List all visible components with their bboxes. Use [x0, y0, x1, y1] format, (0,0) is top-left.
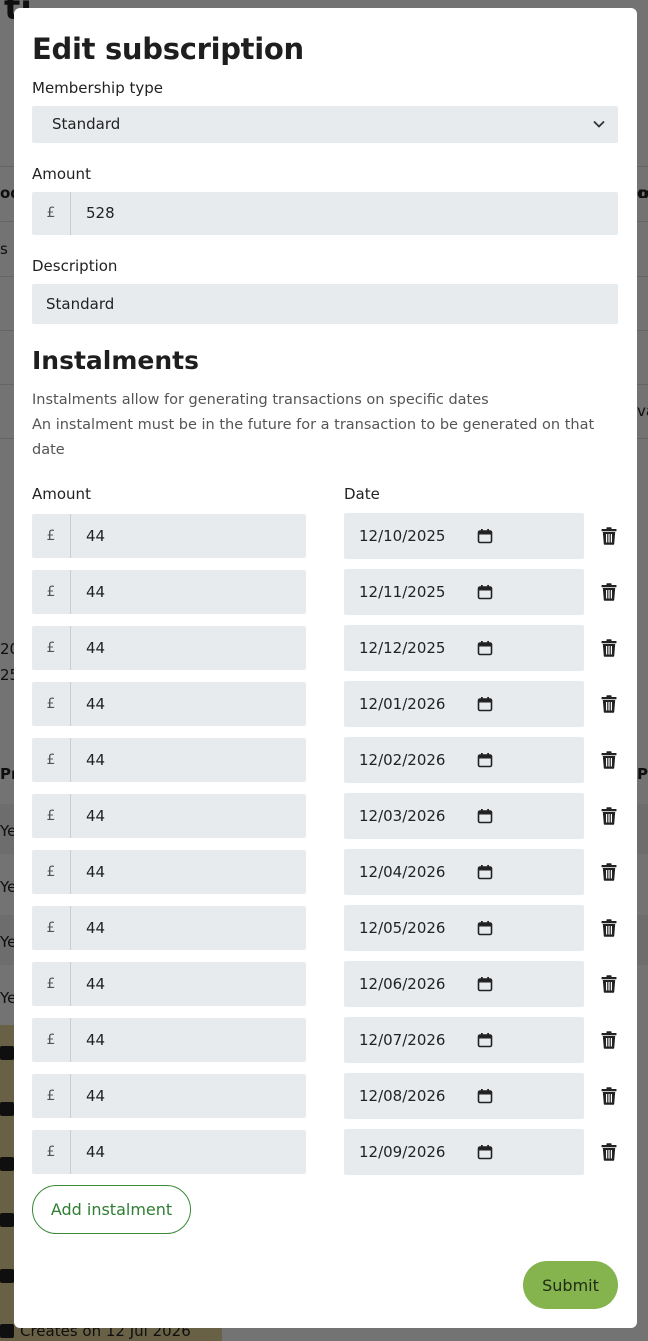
instalment-row [32, 737, 619, 783]
description-label: Description [32, 256, 118, 275]
amount-column-label: Amount [32, 484, 91, 503]
instalment-amount-input[interactable] [32, 1130, 306, 1174]
instalment-amount-input[interactable] [32, 514, 306, 558]
instalment-amount-input[interactable] [32, 682, 306, 726]
instalment-date-value: 12/01/2026 [359, 694, 446, 713]
trash-icon [601, 807, 617, 825]
trash-icon [601, 919, 617, 937]
calendar-icon[interactable] [477, 808, 493, 824]
trash-icon [601, 863, 617, 881]
calendar-icon[interactable] [477, 1144, 493, 1160]
instalment-amount-input[interactable] [32, 626, 306, 670]
instalments-header [32, 485, 619, 503]
currency-prefix: £ [32, 1074, 71, 1118]
calendar-icon[interactable] [477, 528, 493, 544]
currency-prefix: £ [32, 192, 71, 235]
instalment-row [32, 625, 619, 671]
instalment-row [32, 681, 619, 727]
delete-instalment-button[interactable] [600, 638, 618, 658]
instalment-date-input[interactable] [344, 737, 584, 783]
instalment-row [32, 1073, 619, 1119]
instalment-date-input[interactable] [344, 793, 584, 839]
currency-prefix: £ [32, 682, 71, 726]
instalment-date-input[interactable] [344, 905, 584, 951]
instalment-date-value: 12/02/2026 [359, 750, 446, 769]
date-column-label: Date [344, 484, 380, 503]
instalment-amount-input[interactable] [32, 570, 306, 614]
instalment-date-input[interactable] [344, 849, 584, 895]
trash-icon [601, 527, 617, 545]
calendar-icon[interactable] [477, 1032, 493, 1048]
submit-button[interactable]: Submit [523, 1261, 618, 1309]
help-line: An instalment must be in the future for a transaction to be generated on that date [32, 416, 595, 458]
instalment-date-value: 12/12/2025 [359, 638, 446, 657]
trash-icon [601, 639, 617, 657]
delete-instalment-button[interactable] [600, 1030, 618, 1050]
instalment-row [32, 1129, 619, 1175]
delete-instalment-button[interactable] [600, 582, 618, 602]
currency-prefix: £ [32, 738, 71, 782]
calendar-icon[interactable] [477, 640, 493, 656]
amount-label: Amount [32, 164, 91, 183]
instalment-amount-input[interactable] [32, 962, 306, 1006]
instalment-date-input[interactable] [344, 1017, 584, 1063]
instalment-amount-value: 44 [86, 806, 106, 825]
instalment-amount-input[interactable] [32, 1074, 306, 1118]
instalments-heading: Instalments [32, 345, 200, 375]
instalment-amount-value: 44 [86, 1030, 106, 1049]
instalment-amount-value: 44 [86, 862, 106, 881]
currency-prefix: £ [32, 794, 71, 838]
delete-instalment-button[interactable] [600, 1086, 618, 1106]
instalment-date-value: 12/04/2026 [359, 862, 446, 881]
instalment-amount-value: 44 [86, 1142, 106, 1161]
trash-icon [601, 695, 617, 713]
instalment-date-input[interactable] [344, 1073, 584, 1119]
instalment-date-value: 12/03/2026 [359, 806, 446, 825]
instalment-amount-value: 44 [86, 1086, 106, 1105]
instalment-date-value: 12/06/2026 [359, 974, 446, 993]
currency-prefix: £ [32, 514, 71, 558]
instalment-amount-value: 44 [86, 974, 106, 993]
trash-icon [601, 1143, 617, 1161]
instalment-row [32, 1017, 619, 1063]
calendar-icon[interactable] [477, 696, 493, 712]
instalment-date-value: 12/07/2026 [359, 1030, 446, 1049]
membership-type-value: Standard [52, 115, 121, 134]
delete-instalment-button[interactable] [600, 1142, 618, 1162]
instalment-amount-value: 44 [86, 918, 106, 937]
trash-icon [601, 1031, 617, 1049]
instalment-amount-input[interactable] [32, 850, 306, 894]
calendar-icon[interactable] [477, 920, 493, 936]
instalment-date-value: 12/10/2025 [359, 526, 446, 545]
instalment-date-value: 12/09/2026 [359, 1142, 446, 1161]
calendar-icon[interactable] [477, 864, 493, 880]
instalment-amount-value: 44 [86, 750, 106, 769]
instalment-amount-input[interactable] [32, 794, 306, 838]
calendar-icon[interactable] [477, 584, 493, 600]
amount-input[interactable] [32, 192, 618, 235]
currency-prefix: £ [32, 962, 71, 1006]
instalment-date-input[interactable] [344, 1129, 584, 1175]
instalment-amount-value: 44 [86, 638, 106, 657]
currency-prefix: £ [32, 1018, 71, 1062]
chevron-down-icon [592, 117, 606, 131]
description-input[interactable]: Standard [32, 284, 618, 324]
trash-icon [601, 1087, 617, 1105]
instalment-row [32, 793, 619, 839]
currency-prefix: £ [32, 1130, 71, 1174]
instalment-date-input[interactable] [344, 625, 584, 671]
instalment-amount-input[interactable] [32, 1018, 306, 1062]
delete-instalment-button[interactable] [600, 526, 618, 546]
delete-instalment-button[interactable] [600, 974, 618, 994]
modal-title: Edit subscription [32, 32, 304, 66]
instalment-amount-value: 44 [86, 582, 106, 601]
help-line: Instalments allow for generating transactions on specific dates [32, 391, 489, 408]
currency-prefix: £ [32, 570, 71, 614]
calendar-icon[interactable] [477, 976, 493, 992]
delete-instalment-button[interactable] [600, 918, 618, 938]
currency-prefix: £ [32, 850, 71, 894]
delete-instalment-button[interactable] [600, 694, 618, 714]
instalment-row [32, 513, 619, 559]
membership-type-select[interactable] [32, 106, 618, 143]
currency-prefix: £ [32, 906, 71, 950]
instalment-amount-value: 44 [86, 694, 106, 713]
add-instalment-button[interactable]: Add instalment [32, 1185, 191, 1234]
instalment-row [32, 961, 619, 1007]
instalment-date-value: 12/11/2025 [359, 582, 446, 601]
instalment-date-value: 12/05/2026 [359, 918, 446, 937]
instalments-help [32, 388, 619, 463]
trash-icon [601, 583, 617, 601]
delete-instalment-button[interactable] [600, 806, 618, 826]
instalment-date-input[interactable] [344, 961, 584, 1007]
instalment-amount-input[interactable] [32, 906, 306, 950]
amount-value: 528 [86, 204, 115, 223]
instalment-amount-input[interactable] [32, 738, 306, 782]
instalment-date-value: 12/08/2026 [359, 1086, 446, 1105]
delete-instalment-button[interactable] [600, 862, 618, 882]
currency-prefix: £ [32, 626, 71, 670]
instalment-date-input[interactable] [344, 513, 584, 559]
instalment-date-input[interactable] [344, 681, 584, 727]
calendar-icon[interactable] [477, 752, 493, 768]
instalment-date-input[interactable] [344, 569, 584, 615]
calendar-icon[interactable] [477, 1088, 493, 1104]
instalment-row [32, 569, 619, 615]
edit-subscription-modal [14, 8, 637, 1328]
membership-type-label: Membership type [32, 78, 163, 97]
instalment-list [32, 513, 619, 1175]
instalment-row [32, 905, 619, 951]
trash-icon [601, 975, 617, 993]
trash-icon [601, 751, 617, 769]
delete-instalment-button[interactable] [600, 750, 618, 770]
instalment-amount-value: 44 [86, 526, 106, 545]
instalment-row [32, 849, 619, 895]
